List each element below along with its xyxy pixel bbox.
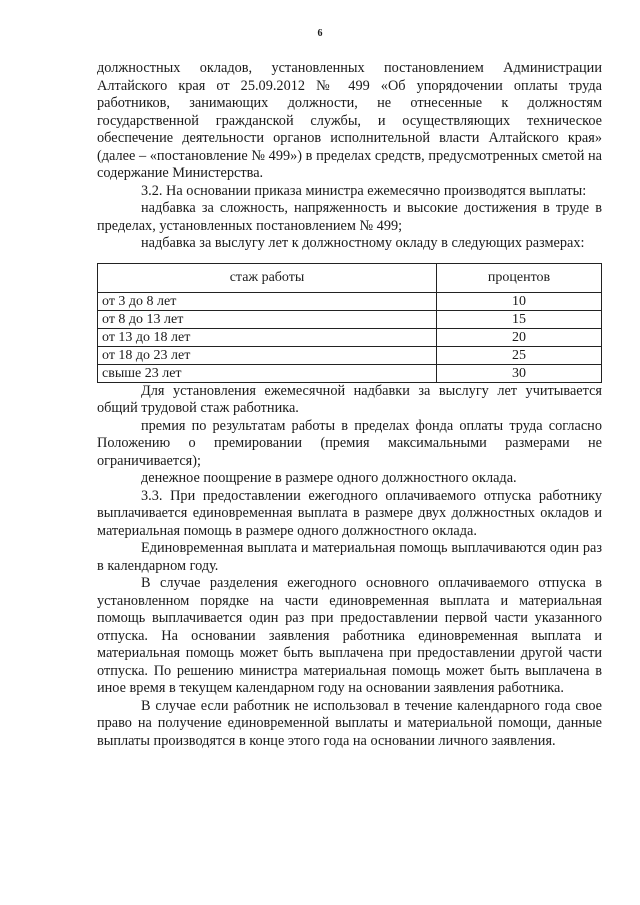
table-cell-percent: 20 (437, 328, 602, 346)
document-body (97, 60, 602, 750)
paragraph-bonus-premium: премия по результатам работы в пределах фонда оплаты труда согласно Положению о премировании (премия максимальными размерами не ограничивается); (97, 417, 602, 469)
paragraph-cash-incentive: денежное поощрение в размере одного должностного оклада. (141, 470, 517, 486)
paragraph-seniority-note: Для установления ежемесячной надбавки за выслугу лет учитывается общий трудовой стаж работника. (97, 382, 602, 416)
seniority-table (97, 263, 602, 383)
table-cell-percent: 15 (437, 310, 602, 328)
paragraph-section-3-3: 3.3. При предоставлении ежегодного оплачиваемого отпуска работнику выплачивается единовременная выплата в размере двух должностных окладов и материальная помощь в размере одного должностного оклада. (97, 487, 602, 539)
table-cell-experience: свыше 23 лет (98, 364, 437, 382)
table-row (98, 364, 602, 382)
table-header-row (98, 263, 602, 292)
table-row (98, 328, 602, 346)
table-cell-experience: от 8 до 13 лет (98, 310, 437, 328)
table-header-percent: процентов (437, 263, 602, 292)
paragraph-section-3-2: 3.2. На основании приказа министра ежемесячно производятся выплаты: (141, 182, 587, 199)
paragraph-complexity-bonus: надбавка за сложность, напряженность и высокие достижения в труде в пределах, установленных постановлением № 499; (97, 200, 602, 234)
table-cell-percent: 30 (437, 364, 602, 382)
table-cell-percent: 10 (437, 292, 602, 310)
table-cell-experience: от 13 до 18 лет (98, 328, 437, 346)
table-cell-percent: 25 (437, 346, 602, 364)
paragraph-unused-right: В случае если работник не использовал в течение календарного года свое право на получение единовременной выплаты и материальной помощи, данные выплаты производятся в конце этого года на основании личного заявления. (97, 697, 602, 749)
paragraph-continuation: должностных окладов, установленных постановлением Администрации Алтайского края от 25.09.2012 № 499 «Об упорядочении оплаты труда работников, занимающих должности, не отнесенные к должностям государственной гражданской службы, и осуществляющих техническое обеспечение деятельности органов исполнительной власти Алтайского края» (далее – «постановление № 499») в пределах средств, предусмотренных сметой на содержание Министерства. (97, 60, 602, 181)
paragraph-split-vacation: В случае разделения ежегодного основного оплачиваемого отпуска в установленном порядке на части единовременная выплата и материальная помощь выплачивается один раз при предоставлении первой части указанного отпуска. На основании заявления работника единовременная выплата и материальная помощь может быть выплачена при предоставлении другой части отпуска. По решению министра материальная помощь может быть выплачена в иное время в текущем календарном году на основании заявления работника. (97, 575, 602, 696)
table-row (98, 310, 602, 328)
table-row (98, 346, 602, 364)
page-number: 6 (317, 28, 323, 39)
table-header-experience: стаж работы (98, 263, 437, 292)
table-row (98, 292, 602, 310)
paragraph-once-per-year: Единовременная выплата и материальная помощь выплачиваются один раз в календарном году. (97, 540, 602, 574)
paragraph-seniority-bonus: надбавка за выслугу лет к должностному окладу в следующих размерах: (141, 235, 585, 251)
table-cell-experience: от 18 до 23 лет (98, 346, 437, 364)
table-cell-experience: от 3 до 8 лет (98, 292, 437, 310)
